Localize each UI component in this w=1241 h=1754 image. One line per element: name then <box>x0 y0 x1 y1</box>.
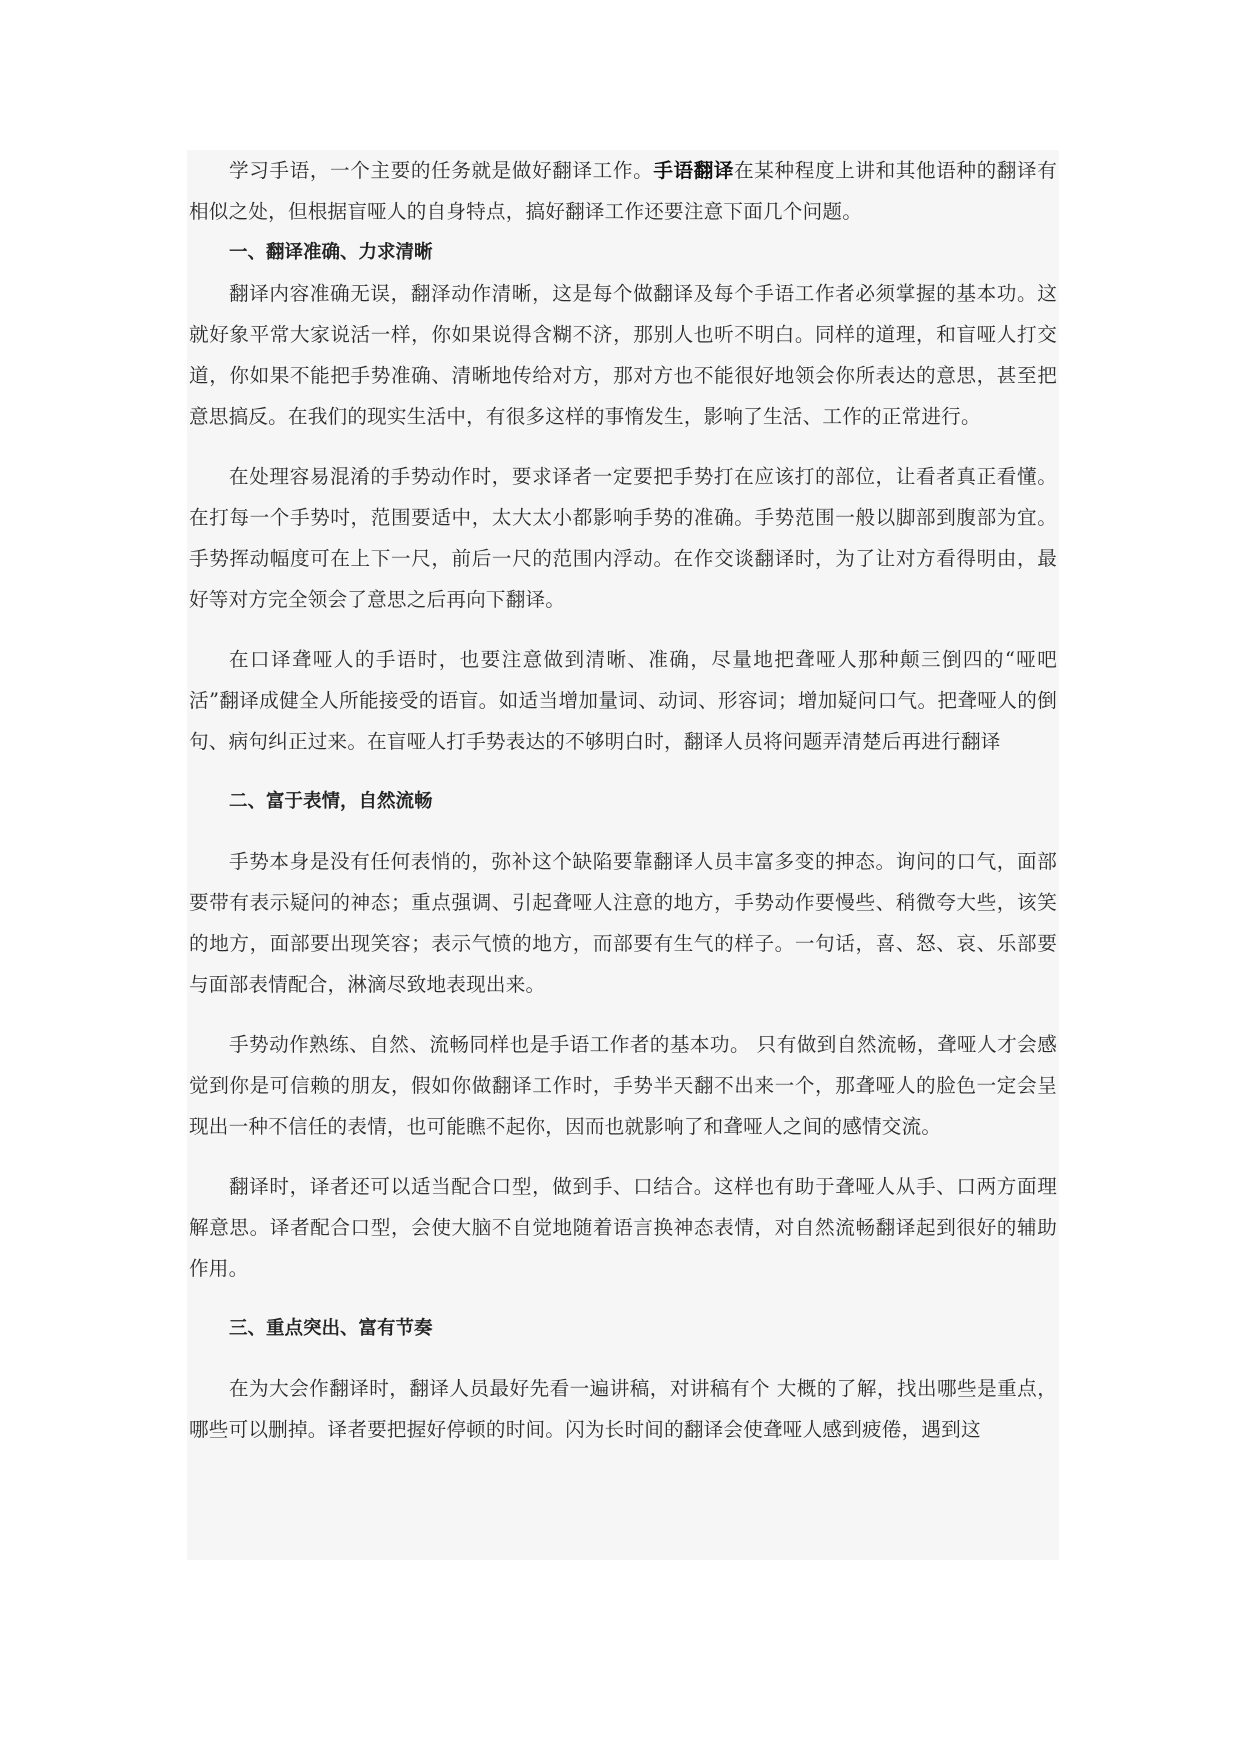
intro-text-after: 在某种程度上讲和其他语种的翻译有相似之处，但根据盲哑人的自身特点，搞好翻译工作还要注意下面几个问题。 <box>189 159 1058 223</box>
article-body <box>187 150 1059 1560</box>
section-2-paragraph-1: 手势本身是没有任何表悄的，弥补这个缺陷要靠翻译人员丰富多变的抻态。询问的口气，面部要带有表示疑问的神态；重点强调、引起聋哑人注意的地方，手势动作要慢些、稍微夸大些，该笑的地方，面部要出现笑容；表示气愤的地方，而部要有生气的样子。一句话，喜、怒、哀、乐部要与面部表情配合，淋滴尽致地表现出来。 <box>189 850 1057 996</box>
section-1-paragraph-1: 翻译内容准确无误，翻泽动作清晰，这是每个做翻译及每个手语工作者必须掌握的基本功。这就好象平常大家说活一样，你如果说得含糊不济，那别人也听不明白。同样的道理，和盲哑人打交道，你如果不能把手势准确、清晰地传给对方，那对方也不能很好地领会你所表达的意思，甚至把意思搞反。在我们的现实生活中，有很多这样的事惰发生，影响了生活、工作的正常进行。 <box>189 282 1057 428</box>
intro-bold-term: 手语翻译 <box>653 159 735 182</box>
section-2-paragraph-3: 翻译时，译者还可以适当配合口型，做到手、口结合。这样也有助于聋哑人从手、口两方面理解意思。译者配合口型，会使大脑不自觉地随着语言换神态表情，对自然流畅翻译起到很好的辅助作用。 <box>189 1175 1057 1280</box>
section-1-paragraph-2: 在处理容易混淆的手势动作时，要求译者一定要把手势打在应该打的部位，让看者真正看懂。在打每一个手势吋，范围要适中，太大太小都影响手势的准确。手势范围一般以脚部到腹部为宜。手势挥动幅度可在上下一尺，前后一尺的范围内浮动。在作交谈翻译时，为了让对方看得明由，最好等对方完全领会了意思之后再向下翻译。 <box>189 465 1057 611</box>
section-3-paragraph-1: 在为大会作翻译时，翻译人员最好先看一遍讲稿，对讲稿有个 大概的了解，找出哪些是重点，哪些可以删掉。译者要把握好停顿的时间。闪为长时间的翻译会使聋哑人感到疲倦，遇到这 <box>189 1377 1057 1441</box>
section-heading-1: 一、翻译准确、力求清晰 <box>229 242 433 263</box>
section-2-paragraph-2: 手势动作熟练、自然、流畅同样也是手语工作者的基本功。 只有做到自然流畅，聋哑人才会感觉到你是可信赖的朋友，假如你做翻译工作时，手势半天翻不出来一个，那聋哑人的脸色一定会呈现出一种不信任的表情，也可能瞧不起你，因而也就影响了和聋哑人之间的感情交流。 <box>189 1033 1057 1138</box>
section-1-paragraph-3: 在口译聋哑人的手语时，也要注意做到清晰、准确，尽量地把聋哑人那种颠三倒四的“哑吧活”翻译成健全人所能接受的语盲。如适当增加量词、动词、形容词；增加疑问口气。把聋哑人的倒句、病句纠正过来。在盲哑人打手势表达的不够明白时，翻译人员将问题弄清楚后再进行翻译 <box>189 648 1057 753</box>
intro-paragraph <box>189 150 1057 232</box>
intro-text-before: 学习手语，一个主要的任务就是做好翻译工作。 <box>229 159 654 182</box>
section-heading-3: 三、重点突出、富有节奏 <box>229 1318 433 1339</box>
section-heading-2: 二、富于表情，自然流畅 <box>229 791 433 812</box>
